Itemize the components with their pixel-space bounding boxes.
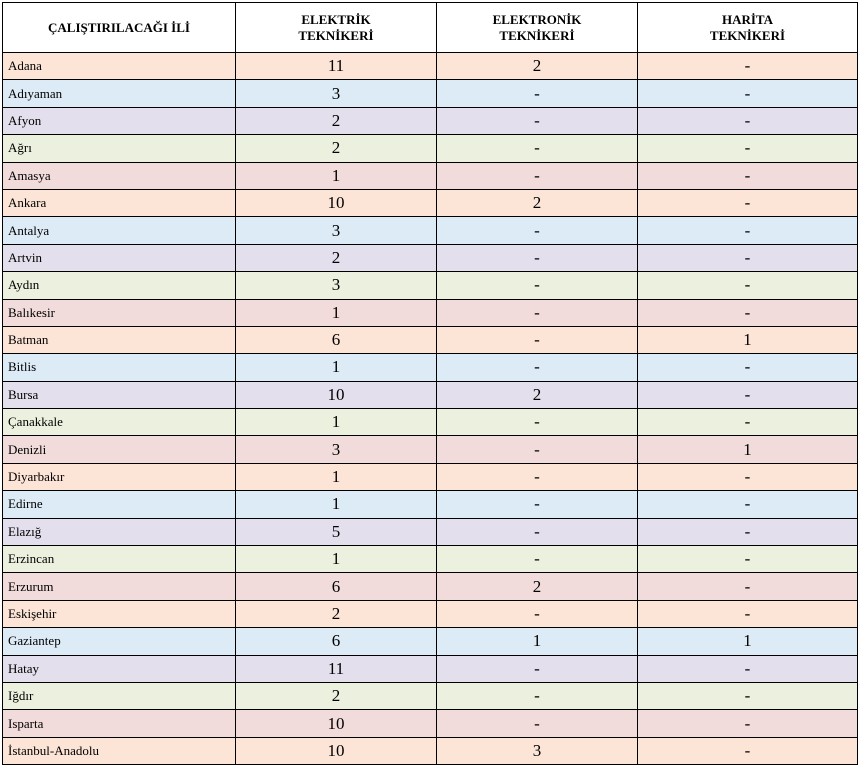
header-elektrik-line2: TEKNİKERİ (298, 27, 374, 43)
elektrik-cell: 2 (236, 682, 437, 709)
table-body (3, 53, 858, 765)
city-cell: Ankara (3, 189, 236, 216)
city-cell: Erzincan (3, 546, 236, 573)
elektrik-cell: 3 (236, 272, 437, 299)
header-harita-line2: TEKNİKERİ (709, 27, 786, 43)
table-row (3, 80, 858, 107)
harita-cell: - (638, 573, 858, 600)
elektronik-cell: - (437, 409, 638, 436)
elektronik-cell: - (437, 463, 638, 490)
table-row (3, 299, 858, 326)
elektronik-cell: - (437, 710, 638, 737)
table-row (3, 546, 858, 573)
city-cell: Adıyaman (3, 80, 236, 107)
elektronik-cell: 1 (437, 628, 638, 655)
elektrik-cell: 1 (236, 162, 437, 189)
elektrik-cell: 2 (236, 135, 437, 162)
elektronik-cell: - (437, 217, 638, 244)
elektrik-cell: 6 (236, 628, 437, 655)
harita-cell: - (638, 354, 858, 381)
city-cell: Antalya (3, 217, 236, 244)
harita-cell: - (638, 491, 858, 518)
table-row (3, 628, 858, 655)
elektronik-cell: 2 (437, 189, 638, 216)
city-cell: Elazığ (3, 518, 236, 545)
elektrik-cell: 2 (236, 107, 437, 134)
city-cell: Ağrı (3, 135, 236, 162)
city-cell: Bursa (3, 381, 236, 408)
table-row (3, 655, 858, 682)
city-cell: Bitlis (3, 354, 236, 381)
elektronik-cell: - (437, 655, 638, 682)
table-row (3, 326, 858, 353)
harita-cell: - (638, 299, 858, 326)
city-cell: Amasya (3, 162, 236, 189)
elektronik-cell: - (437, 272, 638, 299)
harita-cell: - (638, 546, 858, 573)
header-row (3, 3, 858, 53)
table-row (3, 354, 858, 381)
header-elektronik-line2: TEKNİKERİ (499, 27, 575, 43)
harita-cell: - (638, 737, 858, 764)
elektrik-cell: 1 (236, 299, 437, 326)
elektrik-cell: 6 (236, 573, 437, 600)
harita-cell: 1 (638, 326, 858, 353)
harita-cell: - (638, 53, 858, 80)
elektronik-cell: - (437, 80, 638, 107)
table-row (3, 518, 858, 545)
elektronik-cell: - (437, 546, 638, 573)
elektronik-cell: 3 (437, 737, 638, 764)
elektrik-cell: 2 (236, 600, 437, 627)
elektronik-cell: - (437, 162, 638, 189)
elektronik-cell: - (437, 135, 638, 162)
elektrik-cell: 10 (236, 737, 437, 764)
elektrik-cell: 10 (236, 381, 437, 408)
harita-cell: - (638, 655, 858, 682)
header-elektronik-line1: ELEKTRONİK (492, 11, 582, 27)
city-cell: Eskişehir (3, 600, 236, 627)
harita-cell: - (638, 217, 858, 244)
elektrik-cell: 3 (236, 80, 437, 107)
city-cell: Denizli (3, 436, 236, 463)
city-cell: Isparta (3, 710, 236, 737)
table-row (3, 409, 858, 436)
city-cell: İstanbul-Anadolu (3, 737, 236, 764)
elektronik-cell: 2 (437, 53, 638, 80)
table-row (3, 682, 858, 709)
city-cell: Çanakkale (3, 409, 236, 436)
harita-cell: - (638, 463, 858, 490)
elektronik-cell: - (437, 354, 638, 381)
harita-cell: - (638, 682, 858, 709)
elektrik-cell: 10 (236, 189, 437, 216)
header-elektrik-line1: ELEKTRİK (301, 11, 371, 27)
elektronik-cell: - (437, 107, 638, 134)
elektrik-cell: 2 (236, 244, 437, 271)
elektrik-cell: 3 (236, 217, 437, 244)
elektrik-cell: 3 (236, 436, 437, 463)
city-cell: Erzurum (3, 573, 236, 600)
elektronik-cell: - (437, 518, 638, 545)
city-cell: Diyarbakır (3, 463, 236, 490)
harita-cell: - (638, 518, 858, 545)
elektrik-cell: 1 (236, 409, 437, 436)
city-cell: Hatay (3, 655, 236, 682)
header-city-label: ÇALIŞTIRILACAĞI İLİ (48, 19, 190, 35)
city-cell: Aydın (3, 272, 236, 299)
elektrik-cell: 11 (236, 53, 437, 80)
harita-cell: 1 (638, 628, 858, 655)
harita-cell: - (638, 409, 858, 436)
elektronik-cell: - (437, 436, 638, 463)
harita-cell: - (638, 600, 858, 627)
table-row (3, 244, 858, 271)
elektrik-cell: 10 (236, 710, 437, 737)
elektrik-cell: 1 (236, 546, 437, 573)
table-row (3, 162, 858, 189)
elektronik-cell: - (437, 299, 638, 326)
header-city (3, 3, 236, 53)
table-row (3, 737, 858, 764)
harita-cell: - (638, 710, 858, 737)
city-cell: Gaziantep (3, 628, 236, 655)
harita-cell: - (638, 381, 858, 408)
elektronik-cell: - (437, 491, 638, 518)
table-row (3, 381, 858, 408)
city-cell: Batman (3, 326, 236, 353)
harita-cell: - (638, 107, 858, 134)
table-row (3, 600, 858, 627)
harita-cell: - (638, 189, 858, 216)
elektronik-cell: - (437, 600, 638, 627)
elektronik-cell: - (437, 326, 638, 353)
header-harita (638, 3, 858, 53)
city-cell: Edirne (3, 491, 236, 518)
table-row (3, 217, 858, 244)
table-row (3, 53, 858, 80)
harita-cell: - (638, 80, 858, 107)
city-cell: Balıkesir (3, 299, 236, 326)
elektrik-cell: 5 (236, 518, 437, 545)
header-elektronik (437, 3, 638, 53)
elektronik-cell: 2 (437, 573, 638, 600)
table-row (3, 710, 858, 737)
elektrik-cell: 1 (236, 463, 437, 490)
elektronik-cell: - (437, 682, 638, 709)
staff-distribution-table (2, 2, 858, 765)
table-row (3, 463, 858, 490)
elektrik-cell: 1 (236, 354, 437, 381)
city-cell: Artvin (3, 244, 236, 271)
harita-cell: - (638, 272, 858, 299)
city-cell: Adana (3, 53, 236, 80)
header-elektrik (236, 3, 437, 53)
elektrik-cell: 1 (236, 491, 437, 518)
elektronik-cell: 2 (437, 381, 638, 408)
city-cell: Afyon (3, 107, 236, 134)
table-row (3, 491, 858, 518)
city-cell: Iğdır (3, 682, 236, 709)
table-row (3, 107, 858, 134)
elektrik-cell: 6 (236, 326, 437, 353)
table-row (3, 573, 858, 600)
harita-cell: - (638, 244, 858, 271)
table-row (3, 272, 858, 299)
elektronik-cell: - (437, 244, 638, 271)
header-harita-line1: HARİTA (721, 11, 774, 27)
harita-cell: 1 (638, 436, 858, 463)
harita-cell: - (638, 162, 858, 189)
table-row (3, 135, 858, 162)
harita-cell: - (638, 135, 858, 162)
table-row (3, 436, 858, 463)
elektrik-cell: 11 (236, 655, 437, 682)
table-row (3, 189, 858, 216)
